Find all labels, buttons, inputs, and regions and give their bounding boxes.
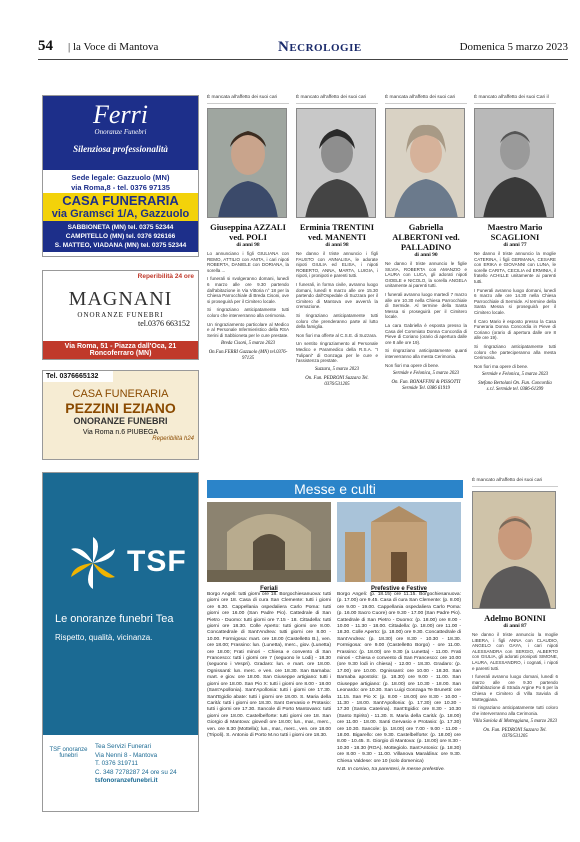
ad-ferri-branches [43, 221, 198, 252]
ad-tsf-logo-text: TSF [127, 545, 187, 578]
ad-pezzini-n4: Via Roma n.6 PIUBEGA [82, 429, 159, 436]
messe-feriali [207, 586, 331, 739]
obit-photo [296, 108, 376, 218]
obit-text2: I funerali, in forma civile, avranno luogo domani, lunedì 6 marzo alle ore 15.30 partendo dall'Ospedale di Suzzara per il Cimitero di Mantova ove avverrà la cremazione. [296, 281, 378, 310]
obit-place-date: Suzzara, 5 marzo 2023 [315, 366, 359, 372]
obit-text3: Si ringraziano anticipatamente tutti coloro che prenderanno parte al lutto della famiglia. [296, 312, 378, 330]
obit-name: Adelmo BONINI [484, 613, 546, 623]
ad-pezzini [42, 370, 199, 460]
ad-tsf-info3: T. 0376 319711 [95, 760, 138, 767]
messe-feriali-title: Feriali [260, 586, 278, 592]
obit-age: di anni 98 [325, 242, 349, 248]
ad-magnani [42, 270, 199, 360]
ad-tsf-info2: Via Nenni 8 - Mantova [95, 751, 158, 759]
obit-age: di anni 98 [236, 242, 260, 248]
ad-ferri-sub: Onoranze Funebri [94, 128, 147, 136]
ad-pezzini-n2: PEZZINI EZIANO [65, 400, 176, 416]
publication-name: | la Voce di Mantova [68, 41, 159, 53]
obit-text2: I funerali avranno luogo domani, lunedì 6 marzo alle ore 9.30 partendo dall'abitazione di Strada Argine Po 6 per la Chiesa e Cimitero di Villa Saviola di Motteggiana. [472, 674, 558, 702]
obit-photo [207, 108, 287, 218]
ad-tsf-website: tsfonoranzefunebri.it [95, 777, 158, 784]
messe-festive-title: Prefestive e Festive [370, 586, 428, 592]
messe-e-culti [207, 480, 463, 815]
tsf-logo-icon [63, 533, 123, 593]
ad-tsf-info [95, 743, 177, 786]
obit-text2: I Funerali avranno luogo domani, lunedì 6 marzo alle ore 14.30 nella Chiesa Parrocchiale di Sermide. Al termine della Santa Messa si proseguirà per il Cimitero locale. [474, 287, 556, 315]
obit-text3: Si ringraziano anticipatamente tutti coloro che interverranno alla cerimonia. [207, 307, 289, 318]
obit-text: Ne danno il triste annuncio la moglie LIBERA, i figli ANNA con CLAUDIO, ANGELO con GAYA, i cari nipoti ALESSANDRA con SERGIO, ALBERTO con GIULIA, gli adorati pronipoti SIMONE, LAURA, ALESSANDRO, i cognati, i nipoti e parenti tutti. [472, 632, 558, 671]
obit-undertaker: Stefano Bertolani On. Fun. Concordia s.r.l. Sermide tel. 0386-61399 [478, 381, 552, 393]
ad-ferri-b2: CAMPITELLO (MN) tel. 0376 926166 [65, 233, 176, 240]
messe-festive [337, 586, 461, 773]
messe-festive-text: Borgo Angeli: (p. 18.15) ore 11.15. Borgochiesanuova: (p. 17.00) ore 9.45. Casa di cura San Clemente: (p. 8.00) ore 9.00 - 19.00. Cappellania ospedaliera Carlo Poma: (p. 16.00 Sacro Cuore) ore 9.30 - 17.00 (San Padre Pio). Cattedrale di San Pietro - Duomo: (p. 18.00) ore 8.00 - 10.00 - 11.30 - 18.00. Cittadella: (p. 18.00) ore 11.00 - 18.30. Colle Aperto: (p. 18.00) ore 9.30. Concattedrale di Sant'Andrea: (p. 18.30) ore 8.30 - 10.30 - 18.30. Formigosa: ore 9.00 (Castelletto Borgo) - ore 11.00. Frassino: (p. 18.00) ore 9.30 (a Lunetta) - 11.00. Frati minori - Chiesa e convento di San Francesco: ore 10.00 (ore 9.30 lodi in chiesa) - 12.00 - 18.30. Gradaro: (p. 17.00) ore 10.00. Ognissanti: ore 10.00 - 18.30. San Barnaba apostolo: (p. 18.30) ore 9.00 - 11.00. San Giuseppe artigiano: (p. 18.00) ore 10.30 - 18.00. San Leonardo: ore 10.30. San Luigi Gonzaga Te Brunetti: ore 11.15. San Pio X: (p. 8.00 - 18.00) ore 8.30 - 10.00 - 11.30 - 18.00. Sant'Apollonia: (p. 17.30) ore 10.30 - 17.30 (Santa Caterina). Sant'Egidio: ore 8.30 - 10.30 (Santo Spirito) - 11.30. S. Maria della Carità: (p. 18.00) ore 11.00 - 18.00. Santi Gervasio e Protasio: (p. 17.30) ore 10.30. Sancole: (p. 18.00) ore 7.00 - 9.00 - 11.00 - 18.00. Bigarello: ore 9.30. Castelbelforte: (p. 18.00) ore 8.00 - 10.45. S. Giorgio di Mantova: (p. 18.00) ore 8.30 - 10.30 - 18.30 (ROA). Mottegiolo. Sant'Antonio: (p. 18.30) ore 8.00 - 9.30 - 11.00. Villanova Maraldina: ore 9.30. Chiesa Valdese: ore 10 (solo domenica) [337, 592, 461, 764]
ad-ferri-b3: S. MATTEO, VIADANA (MN) tel. 0375 52344 [54, 242, 187, 249]
obit-text4: Si ringraziano anticipatamente quanti interverranno alla mesta Cerimonia. [385, 348, 467, 359]
ad-ferri-cf1: CASA FUNERARIA [62, 193, 179, 208]
obit-text4: Un ringraziamento particolare al Medico e al Personale Infermieristico della RSA Serini di Sabbioneta per le cure prestate. [207, 321, 289, 338]
obit-photo [385, 108, 465, 218]
ad-tsf-info1: Tea Servizi Funerari [95, 743, 151, 750]
ad-ferri-slogan: Silenziosa professionalità [73, 144, 168, 154]
obit-photo [474, 108, 554, 218]
obit-text2: I funerali avranno luogo martedì 7 marzo alle ore 10.30 nella Chiesa Parrocchiale di Sermide. Al termine della Santa Messa si proseguirà per il Cimitero locale. [385, 291, 467, 320]
obit-text2: I funerali si svolgeranno domani, lunedì 6 marzo alle ore 9.30 partendo dall'abitazione in Via Vittoria n° 18 per la Chiesa Parrocchiale di Breda Cisoni, ove si proseguirà per il Cimitero locale. [207, 276, 289, 304]
ad-tsf-tagline2: Rispetto, qualità, vicinanza. [55, 633, 153, 642]
ad-tsf-footer [43, 735, 198, 812]
obit-name: Giuseppina AZZALI ved. POLI [210, 222, 286, 242]
ad-magnani-name: MAGNANI [68, 288, 173, 310]
ad-pezzini-tel: Tel. 0376665132 [43, 371, 113, 382]
ad-magnani-tel: tel.0376 663152 [138, 319, 190, 328]
ad-ferri-banner [43, 96, 198, 170]
obit-undertaker: On.Fun.FERRI Gazzuolo (MN) tel.0376-97135 [208, 350, 288, 362]
obit-undertaker: On. Fun. PEDRONI Suzzara Tel. 0376/531205 [305, 375, 369, 387]
obit-text5: Non fiori ma opere di bene. [385, 362, 440, 368]
ad-ferri-b1: SABBIONETA (MN) tel. 0375 52344 [67, 224, 174, 231]
obit-place-date: Villa Saviola di Motteggiana, 5 marzo 2023 [473, 719, 557, 725]
obit-place-date: Sermide e Felonica, 5 marzo 2023 [481, 372, 549, 378]
ad-pezzini-n1: CASA FUNERARIA [72, 388, 169, 400]
ad-tsf-tagline: Le onoranze funebri Tea [55, 613, 174, 625]
ad-ferri-seat: Sede legale: Gazzuolo (MN) [71, 173, 170, 182]
ad-tsf-mini-logo: TSF onoranze funebri [49, 747, 88, 759]
obit-undertaker: On. Fun. PEDRONI Suzzara Tel. 0376/531205 [483, 728, 547, 740]
messe-note: N.B. In corsivo, tra parentesi, le messe prefestive. [337, 766, 445, 772]
obit-head: È mancato all'affetto dei suoi Cari il [474, 95, 556, 104]
obit-text4: Si ringraziano anticipatamente tutti coloro che parteciperanno alla mesta Cerimonia. [474, 343, 556, 361]
obituary-2 [296, 95, 378, 388]
ad-magnani-of: ONORANZE FUNEBRI [77, 311, 164, 319]
obit-text: Lo annunciano i figli GIULIANA con REMO, ATTILIO con ANITA, i cari nipoti ROBERTA, DANIELE con DORIANA, la sorella ... [207, 251, 289, 273]
obit-name: Maestro Mario SCAGLIONI [487, 222, 543, 242]
obit-place-date: Sermide e Felonica, 5 marzo 2023 [392, 371, 460, 377]
church-photo-interior [207, 502, 331, 582]
obit-photo [472, 491, 556, 609]
ad-magnani-addr: Via Roma, 51 - Piazza dall'Oca, 21 Roncoferraro (MN) [43, 341, 198, 359]
obit-text3: La cara Gabriella è esposta presso la Casa del Commiato Donna Concordia di Pieve di Coriano (orario di apertura dalle ore 8 alle ore 19). [385, 322, 467, 345]
messe-feriali-text: Borgo Angeli: tutti giorni ore 18. Borgochiesanuova: tutti giorni ore 18. Casa di cura San Clemente: tutti i giorni ore 6.30. Cappellania ospedaliera Carlo Poma: tutti giorni ore 16.00 (San Padre Pio). Cattedrale di San Pietro - Duomo: tutti giorni ore 7.15 - 18. Cittadella: tutti giorni ore 18.30. Colle Aperto: tutti giorni ore 8.00. Concattedrale di Sant'Andrea: tutti giorni ore 8.00 - 10.00. Formigosa: mart. ore 18.00 (Castelletto B.), ven. ore 18.00; Frassino: lun. (Lunetta), merc., giov. (Lunetta) ore 18.00; Frati minori - Chiesa e convento di San Francesco: tutti i giorni ore 7 (seguono le Lodi) - 18.30 (seguono i Vespri). Gradaro: lun. e mart. ore 18.00. Ognissanti: lun. merc. e ven. ore 18.30. San Barnaba: mart. e giov. ore 18.00. San Giuseppe artigiano: tutti i giorni ore 18.00. San Pio X: tutti i giorni ore 8.00 - 18.00 (Sant'Apollonia). Sant'Apollonia: tutti i giorni ore 17.30. Sant'Egidio abate: tutti i giorni ore 18.00. S. Maria della Carità: tutti i giorni ore 18.30. Sant Gervasio e Protasio: tutti i giorni ore 17.30. Sancole di Porto Mantovano: tutti giorni ore 18.00. Castelbelforte: tutti giorni ore 18. San Giorgio di Mantova: giovedì ore 18.00; lun., mar., merc., ven. ore 8.30 (Mottella); lun., mar., merc., ven. ore 18.00 (Tripoli). S. Antonio di Porto M.no tutti i giorni ore 18.30. [207, 592, 331, 738]
obit-text5: Un sentito ringraziamento al Personale Medico e Paramedico della R.S.A. "I Tulipani" di Gonzaga per le cure e l'assistenza prestate. [296, 341, 378, 364]
ad-ferri-cf2: via Gramsci 1/A, Gazzuolo [51, 208, 190, 220]
obituary-3 [385, 95, 467, 392]
obit-undertaker: On. Fun. BONAFFINI & PISSOTTI Sermide Tel. 0386 61919 [391, 380, 461, 392]
publication-title: la Voce di Mantova [72, 41, 159, 53]
ad-ferri-cf [43, 193, 198, 221]
ad-ferri [42, 95, 199, 257]
obit-head: È mancata all'affetto dei suoi cari [385, 95, 467, 104]
obit-head: È mancato all'affetto dei suoi cari [296, 95, 378, 104]
obit-age: di anni 87 [503, 623, 527, 629]
obit-text3: Si ringraziano anticipatamente tutti coloro che interverranno alla Cerimonia. [472, 705, 558, 716]
ad-ferri-brand: Ferri [93, 100, 148, 129]
obituary-4 [474, 95, 556, 393]
obit-name: Erminia TRENTINI ved. MANENTI [299, 222, 375, 242]
obit-text5: Non fiori ma opere di bene. [474, 363, 529, 369]
obit-name: Gabriella ALBERTONI ved. PALLADINO [392, 222, 460, 252]
obituary-5 [472, 478, 558, 740]
issue-date: Domenica 5 marzo 2023 [459, 41, 568, 53]
obit-text3: Il Caro Mario è esposto presso la Casa Funeraria Donna Concordia in Pieve di Coriano (orario di apertura dalle ore 8 alle ore 19). [474, 318, 556, 341]
obit-text: Ne danno il triste annuncio le figlie SILVIA, ROBERTA con AMANZIO e LAURA con LUCA, gli adorati nipoti GIOELE e NICOLO, la sorella ANGELA unitamente ai parenti tutti. [385, 261, 467, 289]
obit-text: Ne danno il triste annuncio i figli FAUSTO con ANNALISA, le adorate nipoti GIULIA ed ELISA, i nipoti ROBERTO, ANNA, MARTA, LUIGIA, i nipoti, i pronipoti e parenti tutti. [296, 251, 378, 279]
page-number: 54 [38, 38, 53, 54]
ad-magnani-rep: Reperibilità 24 ore [137, 273, 194, 280]
ad-ferri-seat2: via Roma,8 - tel. 0376 97135 [71, 183, 170, 192]
section-title: Necrologie [278, 39, 362, 55]
obituary-1 [207, 95, 289, 362]
obit-head: È mancato all'affetto dei suoi cari [472, 478, 558, 487]
obit-age: di anni 90 [414, 252, 438, 258]
obit-head: È mancata all'affetto dei suoi cari [207, 95, 289, 104]
obit-place-date: Breda Cisoni, 5 marzo 2023 [220, 341, 276, 347]
ad-pezzini-n3: ONORANZE FUNEBRI [73, 416, 168, 426]
church-photo-facade [337, 502, 461, 582]
obit-text4: Non fiori ma offerte al C.S.E. di Suzzara. [296, 332, 377, 338]
ad-pezzini-n5: Reperibilità h24 [152, 436, 194, 442]
ad-tsf [42, 472, 199, 812]
page-header [38, 38, 568, 60]
ad-tsf-info4: C. 348 7278287 24 ore su 24 [95, 768, 177, 776]
messe-title: Messe e culti [207, 480, 463, 498]
obit-age: di anni 77 [503, 242, 527, 248]
obit-text: Ne danno il triste annuncio la moglie CATERINA, i figli GERMANA, CESARE con ERIKA e GIOVANNI con LUNA, le sorelle CARITA, CECILIA ed ERMINIA, il fratello ACHILLE unitamente ai parenti tutti. [474, 251, 556, 284]
